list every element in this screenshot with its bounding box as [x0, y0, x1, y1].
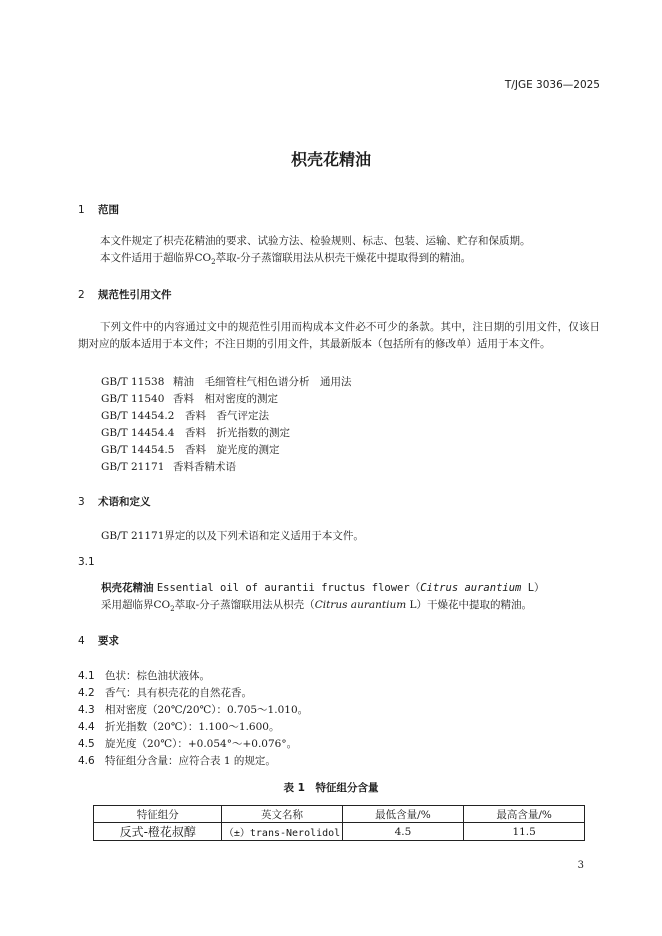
requirement-text: 色状：棕色油状液体。	[105, 670, 210, 682]
requirement-item	[78, 668, 210, 683]
requirement-item	[78, 719, 279, 734]
scope-paragraph-2	[78, 250, 600, 271]
section-title: 要求	[98, 635, 119, 647]
requirement-text: 香气：具有枳壳花的自然花香。	[105, 687, 252, 699]
section-number: 2	[78, 289, 85, 301]
section-number: 1	[78, 204, 85, 216]
section-4-heading	[78, 633, 119, 648]
table-cell: 4.5	[342, 823, 464, 841]
latin-name: Citrus aurantium	[314, 599, 407, 611]
requirement-text: 相对密度（20℃/20℃）：0.705～1.010。	[105, 704, 309, 716]
term-heading	[101, 580, 545, 595]
section-title: 范围	[98, 204, 119, 216]
table-cell: 11.5	[464, 823, 585, 841]
table-caption: 表 1 特征组分含量	[283, 782, 379, 794]
subscript: 2	[170, 605, 175, 614]
reference-item	[101, 391, 278, 406]
reference-title: 香料 折光指数的测定	[185, 427, 290, 439]
requirement-text: 旋光度（20℃）：+0.054°～+0.076°。	[105, 738, 298, 750]
reference-item	[101, 459, 236, 474]
section-number: 3	[78, 496, 85, 508]
text-run: 萃取-分子蒸馏联用法从枳壳干燥花中提取得到的精油。	[215, 252, 472, 264]
document-title: 枳壳花精油	[290, 150, 371, 169]
term-english	[157, 582, 545, 594]
section-number: 4	[78, 635, 85, 647]
component-table	[93, 805, 585, 841]
text-run: 萃取-分子蒸馏联用法从枳壳（	[174, 599, 315, 611]
section-2-heading	[78, 287, 172, 302]
reference-code: GB/T 21171	[101, 461, 165, 473]
standard-number: T/JGE 3036—2025	[504, 79, 600, 91]
reference-code: GB/T 14454.5	[101, 444, 175, 456]
table-row	[94, 823, 585, 841]
scope-paragraph-1: 本文件规定了枳壳花精油的要求、试验方法、检验规则、标志、包装、运输、贮存和保质期。	[100, 235, 531, 247]
terms-intro: GB/T 21171界定的以及下列术语和定义适用于本文件。	[101, 530, 364, 542]
section-3-heading	[78, 494, 151, 509]
requirement-number: 4.4	[78, 721, 95, 733]
reference-code: GB/T 14454.4	[101, 427, 175, 439]
table-header-row	[94, 806, 585, 823]
term-chinese: 枳壳花精油	[101, 582, 154, 594]
requirement-number: 4.2	[78, 687, 95, 699]
text-run: L）干燥花中提取的精油。	[406, 599, 532, 611]
reference-title: 香料 旋光度的测定	[185, 444, 280, 456]
text-run: 采用超临界CO	[101, 599, 171, 611]
reference-title: 香料香精术语	[173, 461, 236, 473]
reference-item	[101, 374, 352, 389]
requirement-item	[78, 702, 308, 717]
requirement-item	[78, 685, 252, 700]
table-header-cell: 最低含量/%	[342, 806, 464, 823]
requirement-text: 特征组分含量：应符合表 1 的规定。	[105, 755, 276, 767]
section-title: 术语和定义	[98, 496, 151, 508]
page-number: 3	[577, 860, 584, 871]
reference-item	[101, 408, 269, 423]
table-cell: （±）trans-Nerolidol	[222, 823, 342, 841]
table-header-cell: 最高含量/%	[464, 806, 585, 823]
text-run: Essential oil of aurantii fructus flower（	[156, 582, 421, 594]
normative-intro: 下列文件中的内容通过文中的规范性引用而构成本文件必不可少的条款。其中，注日期的引用文件，仅该日期对应的版本适用于本文件；不注日期的引用文件，其最新版本（包括所有的修改单）适用于本文件。	[78, 321, 600, 350]
reference-item	[101, 425, 290, 440]
text-run: 本文件适用于超临界CO	[100, 252, 212, 264]
table-cell: 反式-橙花叔醇	[94, 823, 222, 841]
table-header-cell: 特征组分	[94, 806, 222, 823]
requirement-item	[78, 736, 297, 751]
requirement-number: 4.6	[78, 755, 95, 767]
requirement-text: 折光指数（20℃）：1.100～1.600。	[105, 721, 280, 733]
reference-title: 香料 香气评定法	[185, 410, 269, 422]
reference-title: 精油 毛细管柱气相色谱分析 通用法	[173, 376, 352, 388]
section-title: 规范性引用文件	[98, 289, 172, 301]
reference-code: GB/T 11538	[101, 376, 165, 388]
latin-name: Citrus aurantium	[420, 582, 522, 594]
reference-title: 香料 相对密度的测定	[173, 393, 278, 405]
requirement-number: 4.3	[78, 704, 95, 716]
text-run: L）	[521, 582, 545, 594]
requirement-number: 4.5	[78, 738, 95, 750]
reference-item	[101, 442, 280, 457]
requirement-item	[78, 753, 276, 768]
subscript: 2	[211, 258, 216, 267]
section-1-heading	[78, 202, 119, 217]
requirement-number: 4.1	[78, 670, 95, 682]
reference-code: GB/T 11540	[101, 393, 165, 405]
reference-code: GB/T 14454.2	[101, 410, 175, 422]
term-entry-number: 3.1	[78, 556, 95, 568]
table-header-cell: 英文名称	[222, 806, 342, 823]
term-definition	[101, 597, 532, 613]
